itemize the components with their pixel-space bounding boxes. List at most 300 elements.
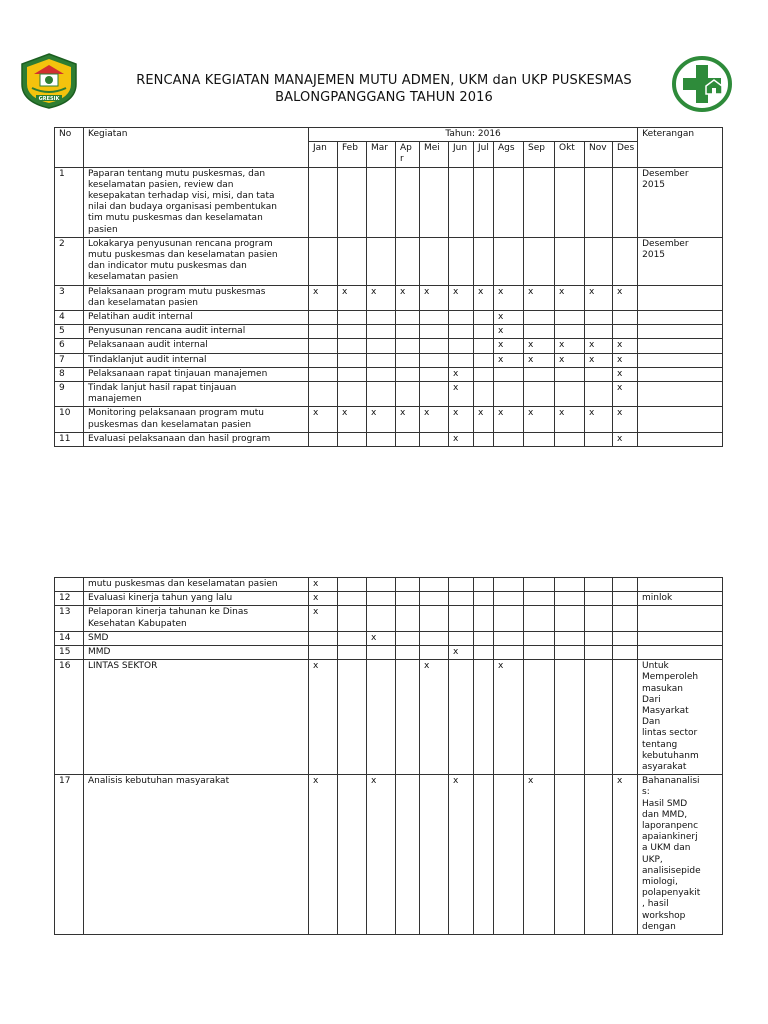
activity-name: Paparan tentang mutu puskesmas, dan keselamatan pasien, review dan kesepakatan terhadap visi, misi, dan tata nilai dan budaya organisasi pembentukan tim mutu puskesmas dan keselamatan pasien xyxy=(84,167,309,237)
month-mark xyxy=(449,578,474,592)
month-mark xyxy=(420,578,449,592)
month-mark xyxy=(420,353,449,367)
month-mark: x xyxy=(613,367,638,381)
month-mark: x xyxy=(309,660,338,775)
month-mark xyxy=(474,367,494,381)
table-row xyxy=(55,432,723,446)
month-mark xyxy=(474,592,494,606)
activity-name: mutu puskesmas dan keselamatan pasien xyxy=(84,578,309,592)
month-mark xyxy=(494,775,524,935)
month-mark: x xyxy=(474,407,494,432)
activity-name: Pelaksanaan program mutu puskesmas dan keselamatan pasien xyxy=(84,285,309,310)
month-mark: x xyxy=(494,339,524,353)
month-mark xyxy=(613,325,638,339)
month-header: Sep xyxy=(524,142,555,167)
row-number: 14 xyxy=(55,631,84,645)
month-mark: x xyxy=(555,353,585,367)
month-mark xyxy=(474,606,494,631)
month-mark: x xyxy=(585,407,613,432)
month-mark xyxy=(309,339,338,353)
month-mark xyxy=(396,592,420,606)
month-mark xyxy=(555,432,585,446)
month-mark xyxy=(309,432,338,446)
month-mark: x xyxy=(309,578,338,592)
month-mark xyxy=(585,367,613,381)
month-mark xyxy=(367,578,396,592)
month-mark xyxy=(524,382,555,407)
month-mark: x xyxy=(613,285,638,310)
row-number: 10 xyxy=(55,407,84,432)
row-number: 2 xyxy=(55,237,84,285)
keterangan-note: Bahananalisi s: Hasil SMD dan MMD, laporanpenc apaiankinerj a UKM dan UKP, analisisepide miologi, polapenyakit , hasil workshop dengan xyxy=(638,775,723,935)
month-mark: x xyxy=(449,646,474,660)
month-header: Mar xyxy=(367,142,396,167)
keterangan-note: Desember 2015 xyxy=(638,237,723,285)
month-mark xyxy=(524,167,555,237)
month-mark xyxy=(338,631,367,645)
keterangan-note xyxy=(638,325,723,339)
month-mark xyxy=(396,167,420,237)
row-number: 3 xyxy=(55,285,84,310)
keterangan-note xyxy=(638,646,723,660)
month-mark xyxy=(449,660,474,775)
month-mark xyxy=(474,311,494,325)
month-mark xyxy=(555,592,585,606)
month-mark xyxy=(309,325,338,339)
table-body-1 xyxy=(55,167,723,446)
month-mark xyxy=(367,311,396,325)
keterangan-note xyxy=(638,631,723,645)
row-number: 1 xyxy=(55,167,84,237)
month-header: Okt xyxy=(555,142,585,167)
month-mark xyxy=(555,367,585,381)
header-kegiatan: Kegiatan xyxy=(84,128,309,168)
month-mark xyxy=(474,382,494,407)
month-mark xyxy=(449,339,474,353)
month-mark xyxy=(585,382,613,407)
month-mark xyxy=(555,382,585,407)
month-mark xyxy=(449,606,474,631)
month-mark xyxy=(555,167,585,237)
month-mark: x xyxy=(474,285,494,310)
month-mark xyxy=(613,311,638,325)
keterangan-note xyxy=(638,353,723,367)
month-mark xyxy=(420,432,449,446)
month-mark xyxy=(613,631,638,645)
month-mark xyxy=(555,578,585,592)
month-header: Nov xyxy=(585,142,613,167)
table-row xyxy=(55,592,723,606)
month-mark xyxy=(420,367,449,381)
table-row xyxy=(55,775,723,935)
keterangan-note xyxy=(638,367,723,381)
month-mark xyxy=(396,325,420,339)
table-row xyxy=(55,606,723,631)
month-mark xyxy=(367,325,396,339)
document-title xyxy=(85,72,683,106)
table-row xyxy=(55,382,723,407)
month-mark xyxy=(449,631,474,645)
month-header: Mei xyxy=(420,142,449,167)
month-mark xyxy=(585,167,613,237)
table-row xyxy=(55,285,723,310)
table-row xyxy=(55,367,723,381)
month-mark xyxy=(338,432,367,446)
month-mark xyxy=(613,646,638,660)
month-mark: x xyxy=(420,285,449,310)
month-mark: x xyxy=(338,407,367,432)
month-mark xyxy=(338,325,367,339)
activity-name: Pelatihan audit internal xyxy=(84,311,309,325)
table-row xyxy=(55,646,723,660)
month-mark: x xyxy=(494,325,524,339)
month-mark xyxy=(309,311,338,325)
month-mark: x xyxy=(420,407,449,432)
month-mark xyxy=(613,660,638,775)
row-number: 17 xyxy=(55,775,84,935)
month-mark xyxy=(338,660,367,775)
activity-plan-table-continued xyxy=(54,577,723,935)
month-mark xyxy=(338,592,367,606)
month-mark xyxy=(555,631,585,645)
row-number xyxy=(55,578,84,592)
month-mark xyxy=(555,606,585,631)
month-mark xyxy=(396,353,420,367)
month-mark xyxy=(613,237,638,285)
month-mark xyxy=(396,578,420,592)
month-mark xyxy=(396,339,420,353)
month-mark: x xyxy=(524,775,555,935)
month-header: Jul xyxy=(474,142,494,167)
row-number: 8 xyxy=(55,367,84,381)
month-mark xyxy=(338,578,367,592)
month-mark: x xyxy=(449,775,474,935)
month-mark xyxy=(585,325,613,339)
month-mark xyxy=(338,339,367,353)
month-mark xyxy=(494,606,524,631)
month-header: Feb xyxy=(338,142,367,167)
month-mark: x xyxy=(613,382,638,407)
month-mark xyxy=(585,311,613,325)
month-mark: x xyxy=(396,407,420,432)
row-number: 13 xyxy=(55,606,84,631)
month-mark: x xyxy=(585,285,613,310)
month-mark xyxy=(524,311,555,325)
activity-name: Tindaklanjut audit internal xyxy=(84,353,309,367)
month-mark xyxy=(524,631,555,645)
month-mark xyxy=(338,606,367,631)
month-mark: x xyxy=(367,631,396,645)
month-mark xyxy=(420,311,449,325)
table-row xyxy=(55,578,723,592)
month-mark xyxy=(367,432,396,446)
month-mark xyxy=(494,237,524,285)
month-mark xyxy=(494,167,524,237)
month-mark xyxy=(474,631,494,645)
activity-name: LINTAS SEKTOR xyxy=(84,660,309,775)
month-mark: x xyxy=(309,592,338,606)
month-mark xyxy=(420,237,449,285)
activity-name: Evaluasi kinerja tahun yang lalu xyxy=(84,592,309,606)
keterangan-note xyxy=(638,339,723,353)
month-mark xyxy=(396,382,420,407)
month-mark xyxy=(555,237,585,285)
month-mark xyxy=(585,592,613,606)
month-mark xyxy=(494,631,524,645)
month-mark: x xyxy=(309,285,338,310)
month-mark xyxy=(420,646,449,660)
activity-name: Analisis kebutuhan masyarakat xyxy=(84,775,309,935)
month-mark xyxy=(338,775,367,935)
month-mark xyxy=(613,606,638,631)
month-mark xyxy=(338,167,367,237)
row-number: 5 xyxy=(55,325,84,339)
activity-name: Lokakarya penyusunan rencana program mutu puskesmas dan keselamatan pasien dan indicator mutu puskesmas dan keselamatan pasien xyxy=(84,237,309,285)
month-mark xyxy=(309,646,338,660)
table-row xyxy=(55,237,723,285)
month-mark xyxy=(474,646,494,660)
month-mark: x xyxy=(555,285,585,310)
header-keterangan: Keterangan xyxy=(638,128,723,168)
activity-plan-table xyxy=(54,127,723,447)
month-mark xyxy=(309,353,338,367)
month-mark: x xyxy=(396,285,420,310)
month-mark xyxy=(474,353,494,367)
table-row xyxy=(55,631,723,645)
month-mark xyxy=(474,578,494,592)
month-mark xyxy=(367,237,396,285)
month-mark xyxy=(494,578,524,592)
month-mark xyxy=(585,660,613,775)
month-mark: x xyxy=(449,367,474,381)
month-mark: x xyxy=(613,775,638,935)
row-number: 9 xyxy=(55,382,84,407)
month-mark xyxy=(524,432,555,446)
month-mark xyxy=(474,339,494,353)
table-row xyxy=(55,311,723,325)
table-row xyxy=(55,325,723,339)
month-mark xyxy=(396,660,420,775)
month-mark: x xyxy=(524,407,555,432)
month-mark xyxy=(555,325,585,339)
month-mark: x xyxy=(494,660,524,775)
month-mark xyxy=(420,167,449,237)
month-mark xyxy=(420,325,449,339)
table-body-2 xyxy=(55,578,723,935)
month-mark xyxy=(524,237,555,285)
table-row xyxy=(55,339,723,353)
keterangan-note xyxy=(638,606,723,631)
month-mark: x xyxy=(524,285,555,310)
activity-name: MMD xyxy=(84,646,309,660)
month-mark xyxy=(367,339,396,353)
month-mark: x xyxy=(494,285,524,310)
month-mark xyxy=(474,775,494,935)
month-mark: x xyxy=(309,775,338,935)
month-mark xyxy=(474,660,494,775)
month-mark xyxy=(494,367,524,381)
header-no: No xyxy=(55,128,84,168)
activity-name: SMD xyxy=(84,631,309,645)
month-mark xyxy=(367,382,396,407)
month-mark xyxy=(449,237,474,285)
month-mark xyxy=(449,353,474,367)
month-mark: x xyxy=(613,353,638,367)
month-mark xyxy=(420,606,449,631)
month-mark xyxy=(555,311,585,325)
month-mark: x xyxy=(449,382,474,407)
month-mark xyxy=(367,606,396,631)
regency-emblem-logo xyxy=(18,52,80,110)
month-mark xyxy=(555,660,585,775)
svg-text:GRESIK: GRESIK xyxy=(38,96,60,102)
month-mark: x xyxy=(367,285,396,310)
month-mark xyxy=(338,353,367,367)
month-mark xyxy=(338,382,367,407)
month-mark xyxy=(585,646,613,660)
month-mark: x xyxy=(494,311,524,325)
month-mark xyxy=(367,167,396,237)
month-mark xyxy=(494,432,524,446)
activity-name: Monitoring pelaksanaan program mutu puskesmas dan keselamatan pasien xyxy=(84,407,309,432)
month-mark xyxy=(338,646,367,660)
month-mark xyxy=(420,382,449,407)
month-mark xyxy=(396,631,420,645)
header-tahun: Tahun: 2016 xyxy=(309,128,638,142)
month-mark xyxy=(396,646,420,660)
month-mark xyxy=(474,167,494,237)
row-number: 15 xyxy=(55,646,84,660)
month-mark xyxy=(613,578,638,592)
month-mark xyxy=(585,631,613,645)
month-mark: x xyxy=(449,407,474,432)
month-mark: x xyxy=(524,339,555,353)
month-mark: x xyxy=(524,353,555,367)
month-header: Jan xyxy=(309,142,338,167)
month-mark xyxy=(338,311,367,325)
keterangan-note: minlok xyxy=(638,592,723,606)
month-header: Ap r xyxy=(396,142,420,167)
month-mark xyxy=(338,367,367,381)
keterangan-note xyxy=(638,432,723,446)
month-mark xyxy=(524,578,555,592)
row-number: 7 xyxy=(55,353,84,367)
keterangan-note xyxy=(638,311,723,325)
month-mark xyxy=(396,775,420,935)
month-mark xyxy=(613,167,638,237)
row-number: 11 xyxy=(55,432,84,446)
month-mark: x xyxy=(494,353,524,367)
month-mark: x xyxy=(449,432,474,446)
month-mark xyxy=(555,775,585,935)
table-row xyxy=(55,167,723,237)
month-mark xyxy=(309,631,338,645)
month-mark xyxy=(396,606,420,631)
header-row xyxy=(55,128,723,142)
month-mark xyxy=(309,382,338,407)
activity-name: Pelaksanaan rapat tinjauan manajemen xyxy=(84,367,309,381)
keterangan-note xyxy=(638,407,723,432)
month-mark: x xyxy=(613,407,638,432)
month-mark: x xyxy=(338,285,367,310)
month-mark xyxy=(420,775,449,935)
activity-name: Evaluasi pelaksanaan dan hasil program xyxy=(84,432,309,446)
month-header: Ags xyxy=(494,142,524,167)
month-mark: x xyxy=(367,407,396,432)
month-mark xyxy=(396,237,420,285)
row-number: 4 xyxy=(55,311,84,325)
month-mark xyxy=(474,432,494,446)
activity-name: Penyusunan rencana audit internal xyxy=(84,325,309,339)
month-mark: x xyxy=(585,339,613,353)
month-mark: x xyxy=(613,339,638,353)
month-mark xyxy=(613,592,638,606)
month-mark xyxy=(396,432,420,446)
month-mark xyxy=(474,237,494,285)
month-mark xyxy=(309,167,338,237)
title-line-2: BALONGPANGGANG TAHUN 2016 xyxy=(275,90,493,105)
month-mark xyxy=(494,592,524,606)
month-mark xyxy=(474,325,494,339)
month-mark xyxy=(420,631,449,645)
month-mark: x xyxy=(449,285,474,310)
month-mark xyxy=(524,606,555,631)
title-line-1: RENCANA KEGIATAN MANAJEMEN MUTU ADMEN, UKM dan UKP PUSKESMAS xyxy=(136,73,632,88)
month-mark xyxy=(524,646,555,660)
table-row xyxy=(55,660,723,775)
keterangan-note xyxy=(638,382,723,407)
month-mark: x xyxy=(309,606,338,631)
month-mark xyxy=(524,592,555,606)
month-mark: x xyxy=(555,339,585,353)
activity-name: Tindak lanjut hasil rapat tinjauan manajemen xyxy=(84,382,309,407)
month-mark xyxy=(367,646,396,660)
keterangan-note: Untuk Memperoleh masukan Dari Masyarkat Dan lintas sector tentang kebutuhanm asyarakat xyxy=(638,660,723,775)
row-number: 6 xyxy=(55,339,84,353)
activity-name: Pelaporan kinerja tahunan ke Dinas Kesehatan Kabupaten xyxy=(84,606,309,631)
month-mark xyxy=(524,325,555,339)
month-mark xyxy=(396,367,420,381)
month-mark xyxy=(524,660,555,775)
keterangan-note xyxy=(638,285,723,310)
month-mark xyxy=(449,592,474,606)
table-row xyxy=(55,353,723,367)
row-number: 16 xyxy=(55,660,84,775)
month-mark: x xyxy=(585,353,613,367)
month-mark xyxy=(585,606,613,631)
month-mark xyxy=(396,311,420,325)
month-mark xyxy=(494,382,524,407)
keterangan-note xyxy=(638,578,723,592)
month-mark: x xyxy=(309,407,338,432)
month-mark xyxy=(585,432,613,446)
month-mark: x xyxy=(367,775,396,935)
month-mark xyxy=(420,339,449,353)
month-header: Des xyxy=(613,142,638,167)
activity-name: Pelaksanaan audit internal xyxy=(84,339,309,353)
keterangan-note: Desember 2015 xyxy=(638,167,723,237)
row-number: 12 xyxy=(55,592,84,606)
month-mark: x xyxy=(420,660,449,775)
month-mark xyxy=(494,646,524,660)
month-mark xyxy=(420,592,449,606)
month-mark: x xyxy=(613,432,638,446)
month-mark xyxy=(309,367,338,381)
month-mark: x xyxy=(555,407,585,432)
month-mark xyxy=(524,367,555,381)
month-mark xyxy=(449,167,474,237)
month-header: Jun xyxy=(449,142,474,167)
